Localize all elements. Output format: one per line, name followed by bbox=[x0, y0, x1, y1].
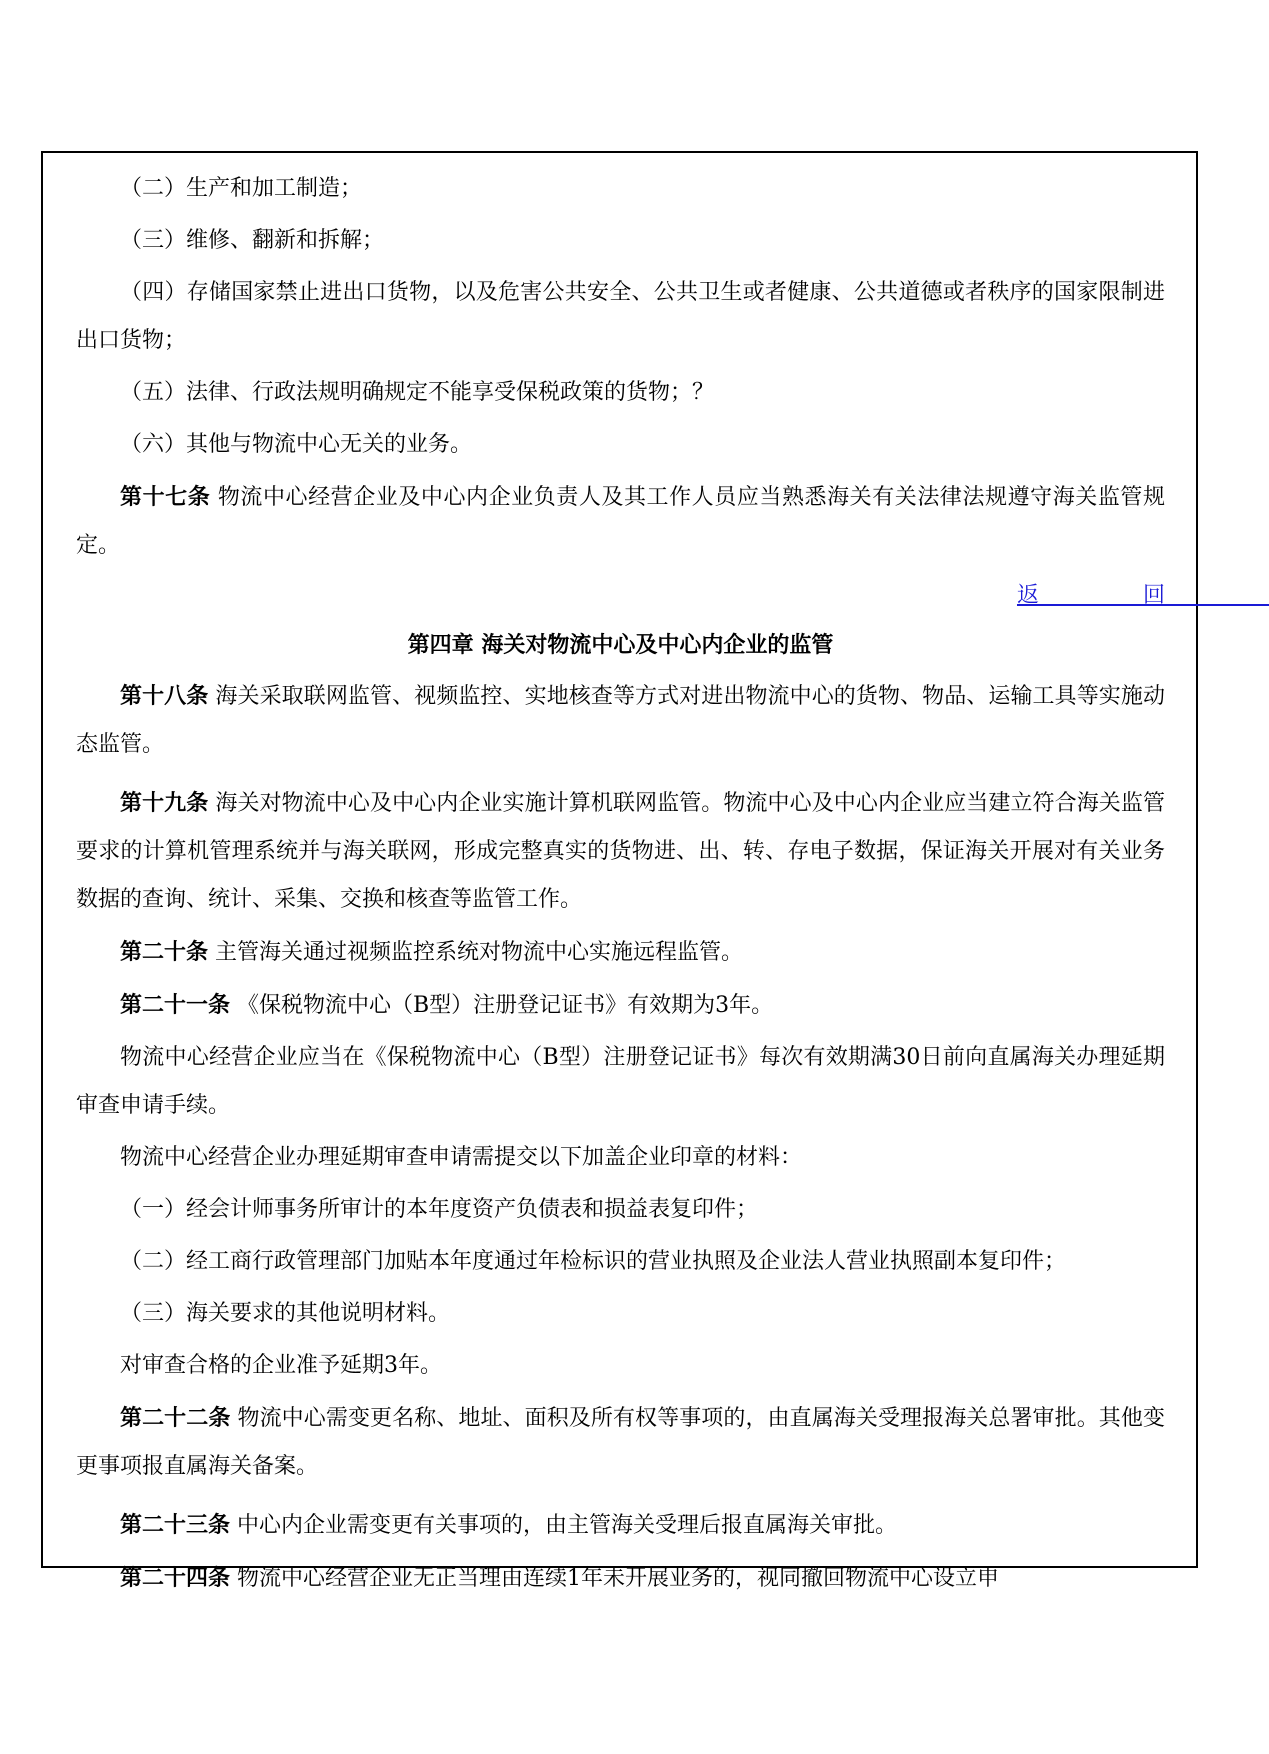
article-17-text: 物流中心经营企业及中心内企业负责人及其工作人员应当熟悉海关有关法律法规遵守海关监管规定。 bbox=[76, 485, 1165, 558]
article-19-label: 第十九条 bbox=[120, 790, 209, 816]
article-20 bbox=[76, 928, 1165, 977]
article-21-item-1: （一）经会计师事务所审计的本年度资产负债表和损益表复印件； bbox=[120, 1197, 759, 1222]
article-24-label: 第二十四条 bbox=[120, 1565, 231, 1591]
list-item-5: （五）法律、行政法规明确规定不能享受保税政策的货物；？ bbox=[120, 380, 715, 405]
article-21-item-2: （二）经工商行政管理部门加贴本年度通过年检标识的营业执照及企业法人营业执照副本复印件； bbox=[120, 1249, 1067, 1274]
article-21-paragraph-4: 对审查合格的企业准予延期3年。 bbox=[120, 1353, 442, 1378]
article-23-text: 中心内企业需变更有关事项的，由主管海关受理后报直属海关审批。 bbox=[237, 1513, 898, 1538]
article-21-item-3: （三）海关要求的其他说明材料。 bbox=[120, 1301, 451, 1326]
article-24-text: 物流中心经营企业无正当理由连续1年未开展业务的，视同撤回物流中心设立申 bbox=[237, 1566, 1000, 1591]
article-21-text: 《保税物流中心（B型）注册登记证书》有效期为3年。 bbox=[237, 993, 774, 1018]
article-22-label: 第二十二条 bbox=[120, 1405, 231, 1431]
chapter-title: 第四章 海关对物流中心及中心内企业的监管 bbox=[407, 632, 834, 658]
article-19-text: 海关对物流中心及中心内企业实施计算机联网监管。物流中心及中心内企业应当建立符合海关监管要求的计算机管理系统并与海关联网，形成完整真实的货物进、出、转、存电子数据，保证海关开展对有关业务数据的查询、统计、采集、交换和核查等监管工作。 bbox=[76, 791, 1165, 912]
article-22 bbox=[76, 1394, 1165, 1491]
list-item-3: （三）维修、翻新和拆解； bbox=[120, 228, 385, 253]
article-20-label: 第二十条 bbox=[120, 939, 209, 965]
article-23-label: 第二十三条 bbox=[120, 1512, 231, 1538]
article-20-text: 主管海关通过视频监控系统对物流中心实施远程监管。 bbox=[215, 940, 744, 965]
article-21-label: 第二十一条 bbox=[120, 992, 231, 1018]
list-item-6: （六）其他与物流中心无关的业务。 bbox=[120, 432, 473, 457]
article-21-paragraph-2: 物流中心经营企业应当在《保税物流中心（B型）注册登记证书》每次有效期满30日前向直属海关办理延期审查申请手续。 bbox=[76, 1045, 1165, 1118]
article-21 bbox=[76, 981, 1165, 1030]
article-19 bbox=[76, 779, 1165, 924]
list-item-4: （四）存储国家禁止进出口货物，以及危害公共安全、公共卫生或者健康、公共道德或者秩序的国家限制进出口货物； bbox=[76, 280, 1165, 353]
article-17 bbox=[76, 473, 1165, 570]
article-18 bbox=[76, 672, 1165, 769]
article-23 bbox=[76, 1501, 1165, 1550]
article-18-label: 第十八条 bbox=[120, 683, 209, 709]
article-22-text: 物流中心需变更名称、地址、面积及所有权等事项的，由直属海关受理报海关总署审批。其他变更事项报直属海关备案。 bbox=[76, 1406, 1165, 1479]
document-frame bbox=[41, 151, 1269, 1591]
article-21-paragraph-3: 物流中心经营企业办理延期审查申请需提交以下加盖企业印章的材料： bbox=[120, 1145, 803, 1170]
return-row bbox=[76, 570, 1269, 622]
article-24 bbox=[76, 1554, 1165, 1603]
article-17-label: 第十七条 bbox=[120, 484, 211, 510]
article-18-text: 海关采取联网监管、视频监控、实地核查等方式对进出物流中心的货物、物品、运输工具等实施动态监管。 bbox=[76, 684, 1165, 757]
return-link[interactable]: 返回 bbox=[1016, 583, 1269, 608]
list-item-2: （二）生产和加工制造； bbox=[120, 176, 363, 201]
